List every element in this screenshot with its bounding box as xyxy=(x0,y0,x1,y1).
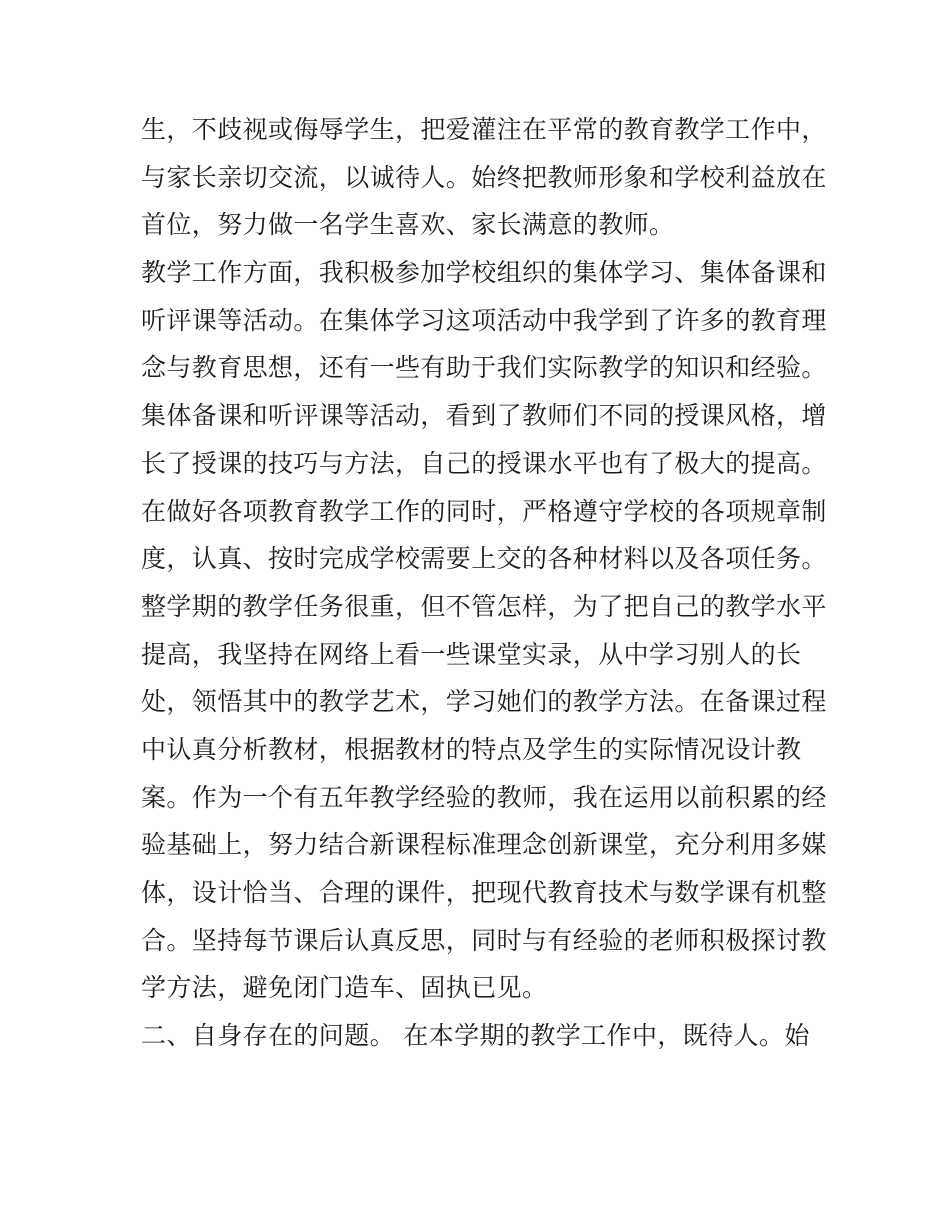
text-line: 与家长亲切交流，以诚待人。始终把教师形象和学校利益放在 xyxy=(141,162,827,192)
text-line: 中认真分析教材，根据教材的特点及学生的实际情况设计教 xyxy=(141,734,802,764)
text-line: 学方法，避免闭门造车、固执已见。 xyxy=(141,973,548,1003)
text-line: 生，不歧视或侮辱学生，把爱灌注在平常的教育教学工作中， xyxy=(141,115,827,144)
text-line: 度，认真、按时完成学校需要上交的各种材料以及各项任务。 xyxy=(141,544,827,574)
text-line: 案。作为一个有五年教学经验的教师，我在运用以前积累的经 xyxy=(141,782,827,812)
text-line: 整学期的教学任务很重，但不管怎样，为了把自己的教学水平 xyxy=(141,591,827,621)
text-line: 合。坚持每节课后认真反思，同时与有经验的老师积极探讨教 xyxy=(141,925,827,955)
text-line: 长了授课的技巧与方法，自己的授课水平也有了极大的提高。 xyxy=(141,448,827,478)
text-line: 集体备课和听评课等活动，看到了教师们不同的授课风格，增 xyxy=(141,401,827,431)
text-line: 提高，我坚持在网络上看一些课堂实录，从中学习别人的长 xyxy=(141,639,802,669)
body-text xyxy=(141,106,827,1060)
text-line: 听评课等活动。在集体学习这项活动中我学到了许多的教育理 xyxy=(141,305,827,335)
text-line: 教学工作方面，我积极参加学校组织的集体学习、集体备课和 xyxy=(141,258,827,288)
text-line: 在做好各项教育教学工作的同时，严格遵守学校的各项规章制 xyxy=(141,496,827,526)
text-line: 体，设计恰当、合理的课件，把现代教育技术与数学课有机整 xyxy=(141,878,827,907)
text-line: 处，领悟其中的教学艺术，学习她们的教学方法。在备课过程 xyxy=(141,687,827,717)
text-line: 验基础上，努力结合新课程标准理念创新课堂，充分利用多媒 xyxy=(141,830,827,860)
text-line: 二、自身存在的问题。 在本学期的教学工作中，既待人。始 xyxy=(141,1021,810,1051)
text-line: 首位，努力做一名学生喜欢、家长满意的教师。 xyxy=(141,210,675,240)
text-line: 念与教育思想，还有一些有助于我们实际教学的知识和经验。 xyxy=(141,353,827,383)
